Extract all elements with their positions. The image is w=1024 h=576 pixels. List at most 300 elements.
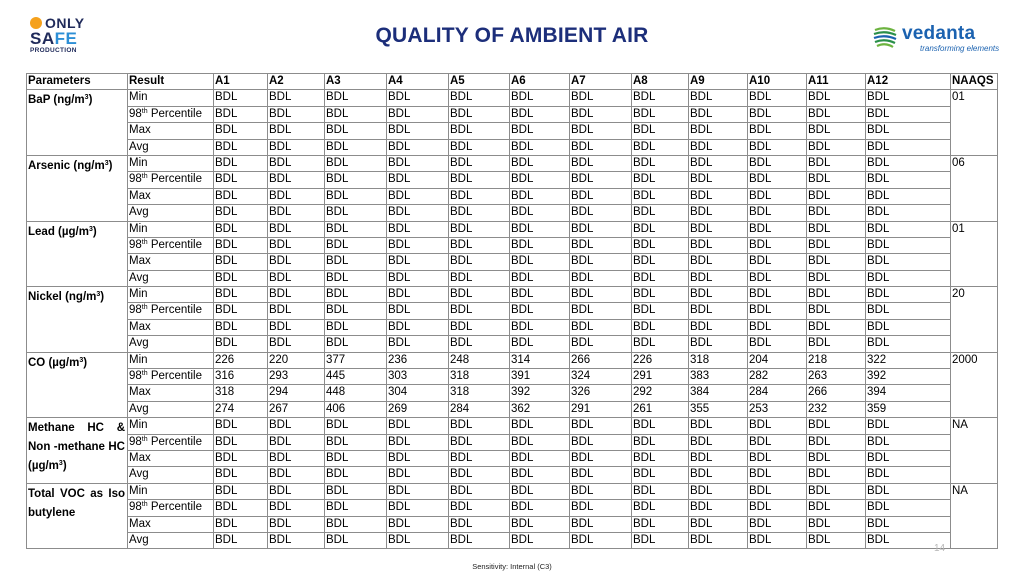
value-cell: BDL (866, 139, 951, 155)
value-cell: 391 (510, 369, 570, 385)
value-cell: BDL (689, 450, 748, 466)
value-cell: BDL (214, 139, 268, 155)
value-cell: BDL (632, 221, 689, 237)
value-cell: 355 (689, 401, 748, 417)
value-cell: BDL (510, 90, 570, 106)
header-cell: A6 (510, 74, 570, 90)
result-cell: Max (128, 450, 214, 466)
value-cell: BDL (807, 270, 866, 286)
value-cell: BDL (570, 237, 632, 253)
value-cell: BDL (214, 254, 268, 270)
value-cell: BDL (748, 287, 807, 303)
header-cell: A11 (807, 74, 866, 90)
table-row (27, 254, 998, 270)
value-cell: BDL (325, 106, 387, 122)
value-cell: BDL (689, 418, 748, 434)
value-cell: BDL (570, 500, 632, 516)
value-cell: 218 (807, 352, 866, 368)
value-cell: BDL (866, 287, 951, 303)
value-cell: BDL (214, 172, 268, 188)
header-cell: A7 (570, 74, 632, 90)
value-cell: BDL (214, 221, 268, 237)
result-cell: 98th Percentile (128, 303, 214, 319)
value-cell: 253 (748, 401, 807, 417)
header-cell: NAAQS (951, 74, 998, 90)
parameter-cell: Nickel $(ng/m^3)$ (27, 287, 128, 353)
value-cell: BDL (632, 106, 689, 122)
page-number: 14 (934, 543, 946, 554)
value-cell: BDL (570, 172, 632, 188)
value-cell: BDL (570, 287, 632, 303)
value-cell: BDL (325, 532, 387, 548)
value-cell: BDL (748, 172, 807, 188)
value-cell: BDL (748, 450, 807, 466)
value-cell: BDL (387, 254, 449, 270)
result-cell: Min (128, 90, 214, 106)
value-cell: BDL (449, 139, 510, 155)
value-cell: BDL (748, 254, 807, 270)
result-cell: Max (128, 123, 214, 139)
value-cell: BDL (689, 155, 748, 171)
header-cell: A8 (632, 74, 689, 90)
value-cell: BDL (570, 221, 632, 237)
value-cell: 406 (325, 401, 387, 417)
value-cell: 326 (570, 385, 632, 401)
result-cell: 98th Percentile (128, 172, 214, 188)
value-cell: BDL (214, 237, 268, 253)
value-cell: BDL (268, 516, 325, 532)
value-cell: BDL (632, 483, 689, 499)
value-cell: BDL (449, 287, 510, 303)
value-cell: BDL (268, 123, 325, 139)
value-cell: BDL (449, 270, 510, 286)
value-cell: 303 (387, 369, 449, 385)
value-cell: 384 (689, 385, 748, 401)
header-cell: A1 (214, 74, 268, 90)
value-cell: BDL (748, 237, 807, 253)
value-cell: BDL (449, 123, 510, 139)
value-cell: BDL (268, 287, 325, 303)
value-cell: BDL (214, 418, 268, 434)
ambient-air-table (26, 73, 998, 549)
result-cell: Max (128, 385, 214, 401)
result-cell: Min (128, 352, 214, 368)
parameter-cell: Total VOC as Iso butylene (27, 483, 128, 549)
value-cell: BDL (689, 139, 748, 155)
logo-line-only: ONLY (45, 15, 85, 31)
result-cell: 98th Percentile (128, 237, 214, 253)
value-cell: 267 (268, 401, 325, 417)
value-cell: BDL (866, 270, 951, 286)
result-cell: Max (128, 319, 214, 335)
value-cell: BDL (866, 450, 951, 466)
value-cell: BDL (748, 106, 807, 122)
value-cell: BDL (807, 450, 866, 466)
value-cell: BDL (570, 205, 632, 221)
value-cell: 293 (268, 369, 325, 385)
value-cell: BDL (214, 123, 268, 139)
vedanta-tagline: transforming elements (920, 44, 1000, 53)
value-cell: BDL (387, 467, 449, 483)
value-cell: 383 (689, 369, 748, 385)
value-cell: BDL (449, 106, 510, 122)
value-cell: BDL (807, 500, 866, 516)
value-cell: BDL (268, 483, 325, 499)
value-cell: BDL (510, 123, 570, 139)
value-cell: BDL (325, 188, 387, 204)
value-cell: BDL (387, 500, 449, 516)
value-cell: BDL (807, 221, 866, 237)
value-cell: BDL (807, 467, 866, 483)
value-cell: BDL (689, 516, 748, 532)
value-cell: BDL (866, 237, 951, 253)
value-cell: BDL (268, 500, 325, 516)
header-cell: A10 (748, 74, 807, 90)
value-cell: BDL (689, 90, 748, 106)
naaqs-cell: 01 (951, 221, 998, 287)
result-cell: 98th Percentile (128, 500, 214, 516)
value-cell: BDL (748, 500, 807, 516)
value-cell: BDL (325, 270, 387, 286)
value-cell: BDL (807, 123, 866, 139)
value-cell: 377 (325, 352, 387, 368)
table-row (27, 369, 998, 385)
table-row (27, 500, 998, 516)
value-cell: BDL (748, 205, 807, 221)
value-cell: BDL (866, 467, 951, 483)
value-cell: BDL (214, 500, 268, 516)
value-cell: BDL (214, 303, 268, 319)
value-cell: BDL (268, 237, 325, 253)
value-cell: BDL (510, 172, 570, 188)
value-cell: 266 (807, 385, 866, 401)
value-cell: BDL (214, 450, 268, 466)
naaqs-cell: NA (951, 483, 998, 549)
value-cell: BDL (449, 450, 510, 466)
value-cell: BDL (449, 155, 510, 171)
value-cell: BDL (807, 434, 866, 450)
value-cell: 236 (387, 352, 449, 368)
value-cell: BDL (268, 303, 325, 319)
value-cell: BDL (866, 205, 951, 221)
value-cell: BDL (449, 516, 510, 532)
value-cell: BDL (632, 500, 689, 516)
value-cell: 359 (866, 401, 951, 417)
value-cell: BDL (570, 434, 632, 450)
value-cell: BDL (807, 532, 866, 548)
value-cell: BDL (510, 237, 570, 253)
value-cell: BDL (689, 434, 748, 450)
result-cell: 98th Percentile (128, 106, 214, 122)
value-cell: BDL (632, 450, 689, 466)
value-cell: BDL (866, 303, 951, 319)
value-cell: BDL (866, 155, 951, 171)
value-cell: BDL (570, 450, 632, 466)
value-cell: BDL (387, 287, 449, 303)
value-cell: BDL (325, 418, 387, 434)
value-cell: BDL (325, 287, 387, 303)
result-cell: Avg (128, 401, 214, 417)
result-cell: Min (128, 418, 214, 434)
value-cell: BDL (866, 123, 951, 139)
value-cell: 316 (214, 369, 268, 385)
header-cell: A4 (387, 74, 449, 90)
value-cell: 269 (387, 401, 449, 417)
value-cell: BDL (748, 336, 807, 352)
value-cell: BDL (214, 205, 268, 221)
value-cell: BDL (689, 483, 748, 499)
value-cell: BDL (866, 319, 951, 335)
value-cell: BDL (449, 500, 510, 516)
value-cell: BDL (510, 188, 570, 204)
value-cell: BDL (268, 155, 325, 171)
value-cell: BDL (748, 139, 807, 155)
value-cell: BDL (510, 418, 570, 434)
value-cell: BDL (214, 270, 268, 286)
result-cell: Max (128, 188, 214, 204)
value-cell: BDL (510, 270, 570, 286)
value-cell: BDL (214, 90, 268, 106)
value-cell: BDL (510, 500, 570, 516)
result-cell: Avg (128, 532, 214, 548)
value-cell: BDL (325, 139, 387, 155)
value-cell: 324 (570, 369, 632, 385)
value-cell: BDL (214, 467, 268, 483)
value-cell: BDL (689, 106, 748, 122)
value-cell: BDL (748, 188, 807, 204)
value-cell: BDL (325, 221, 387, 237)
table-row (27, 172, 998, 188)
value-cell: BDL (510, 303, 570, 319)
value-cell: BDL (214, 106, 268, 122)
value-cell: BDL (866, 500, 951, 516)
result-cell: Min (128, 287, 214, 303)
value-cell: 291 (632, 369, 689, 385)
value-cell: BDL (570, 123, 632, 139)
table-row (27, 123, 998, 139)
value-cell: BDL (570, 139, 632, 155)
value-cell: BDL (510, 336, 570, 352)
value-cell: BDL (570, 90, 632, 106)
value-cell: BDL (807, 336, 866, 352)
value-cell: BDL (510, 287, 570, 303)
value-cell: BDL (866, 336, 951, 352)
value-cell: BDL (632, 418, 689, 434)
value-cell: BDL (570, 270, 632, 286)
value-cell: BDL (268, 205, 325, 221)
logo-line-production: PRODUCTION (30, 47, 77, 54)
value-cell: BDL (570, 483, 632, 499)
value-cell: BDL (570, 188, 632, 204)
result-cell: Avg (128, 205, 214, 221)
value-cell: 291 (570, 401, 632, 417)
value-cell: BDL (866, 418, 951, 434)
value-cell: BDL (689, 254, 748, 270)
value-cell: 226 (214, 352, 268, 368)
table-row (27, 237, 998, 253)
value-cell: BDL (449, 303, 510, 319)
table-row (27, 336, 998, 352)
value-cell: BDL (268, 434, 325, 450)
value-cell: BDL (748, 90, 807, 106)
table-header-row (27, 74, 998, 90)
value-cell: BDL (748, 467, 807, 483)
value-cell: BDL (449, 467, 510, 483)
value-cell: BDL (866, 188, 951, 204)
value-cell: BDL (387, 139, 449, 155)
value-cell: 362 (510, 401, 570, 417)
table-row (27, 303, 998, 319)
value-cell: BDL (748, 434, 807, 450)
value-cell: BDL (807, 254, 866, 270)
table-row (27, 139, 998, 155)
result-cell: Min (128, 483, 214, 499)
value-cell: BDL (325, 516, 387, 532)
value-cell: 232 (807, 401, 866, 417)
table-row (27, 205, 998, 221)
value-cell: BDL (510, 516, 570, 532)
value-cell: BDL (570, 516, 632, 532)
value-cell: BDL (632, 205, 689, 221)
value-cell: BDL (510, 434, 570, 450)
value-cell: BDL (510, 319, 570, 335)
vedanta-wordmark: vedanta (902, 23, 976, 44)
value-cell: BDL (748, 483, 807, 499)
value-cell: BDL (689, 123, 748, 139)
value-cell: 318 (214, 385, 268, 401)
value-cell: 248 (449, 352, 510, 368)
value-cell: BDL (325, 467, 387, 483)
value-cell: BDL (510, 139, 570, 155)
value-cell: BDL (510, 254, 570, 270)
result-cell: 98th Percentile (128, 434, 214, 450)
value-cell: BDL (632, 434, 689, 450)
value-cell: BDL (268, 418, 325, 434)
value-cell: BDL (449, 172, 510, 188)
value-cell: BDL (325, 336, 387, 352)
naaqs-cell: 2000 (951, 352, 998, 418)
value-cell: BDL (807, 106, 866, 122)
value-cell: BDL (510, 155, 570, 171)
value-cell: BDL (387, 516, 449, 532)
result-cell: Max (128, 254, 214, 270)
value-cell: BDL (387, 450, 449, 466)
value-cell: BDL (570, 106, 632, 122)
value-cell: BDL (807, 237, 866, 253)
value-cell: BDL (510, 467, 570, 483)
value-cell: BDL (632, 155, 689, 171)
value-cell: BDL (268, 532, 325, 548)
value-cell: BDL (632, 237, 689, 253)
value-cell: BDL (268, 467, 325, 483)
value-cell: BDL (807, 139, 866, 155)
value-cell: 294 (268, 385, 325, 401)
value-cell: BDL (807, 188, 866, 204)
value-cell: BDL (268, 319, 325, 335)
value-cell: BDL (807, 319, 866, 335)
value-cell: BDL (268, 221, 325, 237)
value-cell: BDL (510, 483, 570, 499)
value-cell: BDL (748, 123, 807, 139)
value-cell: BDL (570, 254, 632, 270)
value-cell: BDL (325, 319, 387, 335)
value-cell: BDL (325, 90, 387, 106)
value-cell: BDL (570, 303, 632, 319)
table-row (27, 467, 998, 483)
value-cell: BDL (632, 188, 689, 204)
value-cell: BDL (632, 139, 689, 155)
value-cell: BDL (387, 270, 449, 286)
value-cell: BDL (325, 483, 387, 499)
value-cell: BDL (510, 450, 570, 466)
header-cell: Result (128, 74, 214, 90)
table-row (27, 221, 998, 237)
result-cell: Avg (128, 467, 214, 483)
value-cell: BDL (325, 303, 387, 319)
value-cell: BDL (387, 303, 449, 319)
value-cell: BDL (325, 254, 387, 270)
table-row (27, 352, 998, 368)
value-cell: BDL (387, 319, 449, 335)
value-cell: BDL (866, 483, 951, 499)
logo-line-safe: SAFE (30, 29, 78, 48)
value-cell: BDL (570, 418, 632, 434)
value-cell: BDL (449, 221, 510, 237)
value-cell: 318 (449, 385, 510, 401)
value-cell: BDL (449, 434, 510, 450)
value-cell: BDL (748, 418, 807, 434)
value-cell: BDL (268, 270, 325, 286)
header-cell: A3 (325, 74, 387, 90)
value-cell: BDL (449, 188, 510, 204)
value-cell: 226 (632, 352, 689, 368)
header-cell: A2 (268, 74, 325, 90)
value-cell: BDL (510, 532, 570, 548)
value-cell: BDL (214, 188, 268, 204)
value-cell: BDL (325, 450, 387, 466)
value-cell: BDL (748, 516, 807, 532)
value-cell: BDL (325, 500, 387, 516)
value-cell: BDL (866, 106, 951, 122)
value-cell: BDL (689, 188, 748, 204)
value-cell: BDL (449, 336, 510, 352)
value-cell: BDL (689, 221, 748, 237)
value-cell: BDL (387, 123, 449, 139)
value-cell: BDL (325, 205, 387, 221)
value-cell: 266 (570, 352, 632, 368)
value-cell: BDL (387, 336, 449, 352)
header-cell: A12 (866, 74, 951, 90)
value-cell: BDL (449, 483, 510, 499)
value-cell: BDL (632, 319, 689, 335)
value-cell: BDL (689, 237, 748, 253)
value-cell: BDL (268, 172, 325, 188)
value-cell: BDL (510, 106, 570, 122)
value-cell: BDL (807, 287, 866, 303)
value-cell: BDL (387, 237, 449, 253)
value-cell: BDL (325, 123, 387, 139)
parameter-cell: Lead $(\mu g/m^3)$ (27, 221, 128, 287)
value-cell: 392 (866, 369, 951, 385)
value-cell: BDL (689, 287, 748, 303)
value-cell: BDL (449, 205, 510, 221)
naaqs-cell: NA (951, 418, 998, 484)
value-cell: BDL (387, 532, 449, 548)
value-cell: BDL (268, 90, 325, 106)
value-cell: BDL (807, 418, 866, 434)
value-cell: BDL (387, 434, 449, 450)
value-cell: BDL (510, 221, 570, 237)
